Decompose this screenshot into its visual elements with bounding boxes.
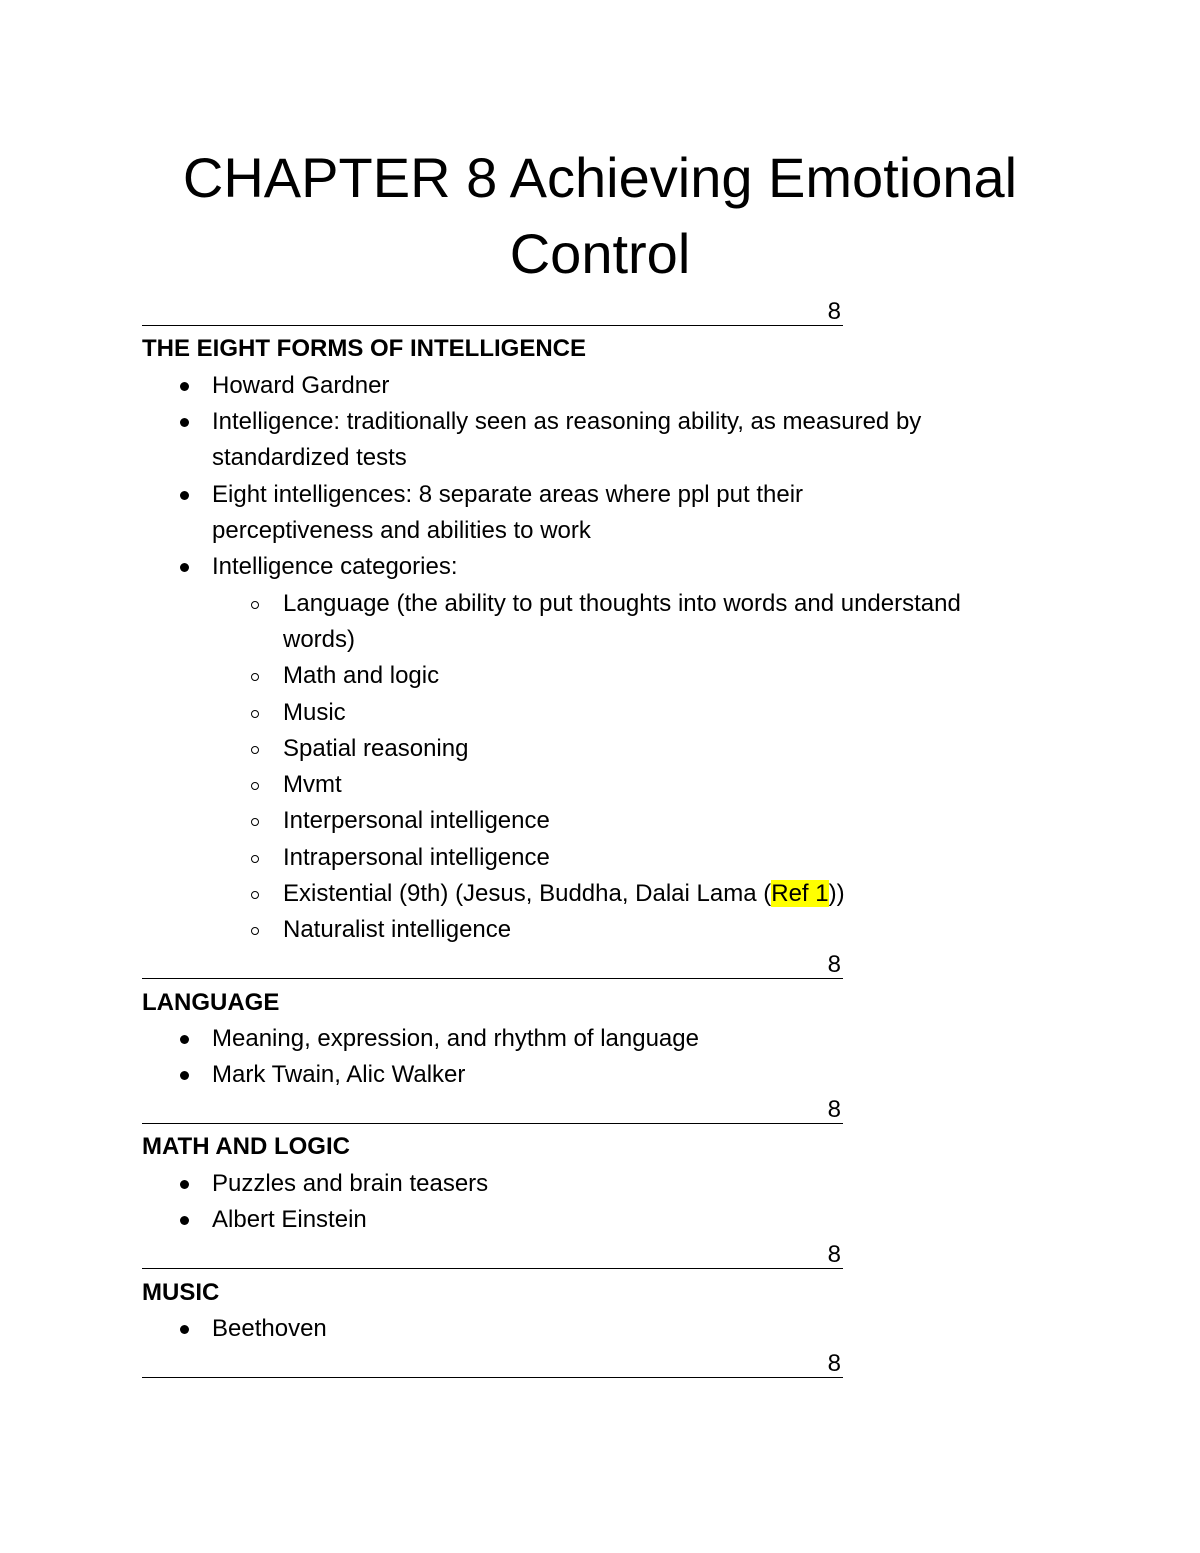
sub-list-item-text: Existential (9th) (Jesus, Buddha, Dalai Lama (	[283, 880, 772, 907]
heading-language: LANGUAGE	[142, 989, 280, 1016]
list-item	[212, 477, 803, 514]
bullet-circle-icon	[251, 927, 259, 935]
page-marker: 8	[827, 1096, 841, 1123]
sub-list-item	[283, 840, 550, 877]
bullet-disc-icon	[180, 491, 189, 500]
chapter-title-line-1: CHAPTER 8 Achieving Emotional	[182, 146, 1018, 209]
bullet-disc-icon	[180, 382, 189, 391]
sub-list-item	[283, 803, 550, 840]
page-marker: 8	[827, 951, 841, 978]
bullet-circle-icon	[251, 746, 259, 754]
bullet-circle-icon	[251, 601, 259, 609]
section-divider	[142, 1352, 843, 1378]
bullet-disc-icon	[180, 563, 189, 572]
sub-list-item	[283, 586, 961, 623]
heading-eight-forms: THE EIGHT FORMS OF INTELLIGENCE	[142, 335, 586, 362]
bullet-disc-icon	[180, 1035, 189, 1044]
list-item-text: Intelligence: traditionally seen as reasoning ability, as measured by	[212, 408, 922, 435]
list-item-text: Mark Twain, Alic Walker	[212, 1061, 466, 1088]
list-item	[212, 404, 921, 441]
sub-list-item	[283, 731, 468, 768]
page-marker: 8	[827, 1350, 841, 1377]
bullet-disc-icon	[180, 1180, 189, 1189]
list-item-text: Intelligence categories:	[212, 553, 458, 580]
chapter-title	[0, 140, 1200, 292]
list-item-text: Eight intelligences: 8 separate areas where ppl put their	[212, 481, 804, 508]
bullet-circle-icon	[251, 782, 259, 790]
list-item-text: Puzzles and brain teasers	[212, 1170, 489, 1197]
list-item-text: Howard Gardner	[212, 372, 390, 399]
page-marker: 8	[827, 1241, 841, 1268]
bullet-circle-icon	[251, 710, 259, 718]
list-item	[212, 1021, 699, 1058]
list-item	[212, 1057, 465, 1094]
list-item-text: Meaning, expression, and rhythm of language	[212, 1025, 699, 1052]
list-item-text: Albert Einstein	[212, 1206, 367, 1233]
sub-list-item	[283, 767, 342, 804]
sub-list-item-text: Intrapersonal intelligence	[283, 844, 550, 871]
bullet-circle-icon	[251, 855, 259, 863]
bullet-circle-icon	[251, 818, 259, 826]
bullet-circle-icon	[251, 673, 259, 681]
list-item-text: Beethoven	[212, 1315, 327, 1342]
sub-list-item-text: Language (the ability to put thoughts into words and understand	[283, 590, 961, 617]
bullet-disc-icon	[180, 1216, 189, 1225]
bullet-circle-icon	[251, 891, 259, 899]
sub-list-item-text: Math and logic	[283, 662, 440, 689]
sub-list-item-text: Music	[283, 699, 346, 726]
sub-list-item	[283, 912, 511, 949]
list-item	[212, 1166, 488, 1203]
bullet-disc-icon	[180, 1071, 189, 1080]
list-item-text: standardized tests	[212, 444, 407, 471]
chapter-title-line-2: Control	[509, 222, 691, 285]
sub-list-item-continuation	[283, 622, 355, 659]
sub-list-item-text: Mvmt	[283, 771, 342, 798]
sub-list-item	[283, 658, 439, 695]
list-item	[212, 368, 389, 405]
bullet-disc-icon	[180, 418, 189, 427]
list-item-text: perceptiveness and abilities to work	[212, 517, 591, 544]
list-item	[212, 549, 457, 586]
sub-list-item-text: words)	[283, 626, 356, 653]
sub-list-item-text: Spatial reasoning	[283, 735, 469, 762]
sub-list-item	[283, 695, 346, 732]
section-divider	[142, 1243, 843, 1269]
reference-highlight[interactable]: Ref 1	[771, 880, 829, 907]
heading-music: MUSIC	[142, 1279, 220, 1306]
sub-list-item-text-end: ))	[828, 880, 845, 907]
sub-list-item-text: Interpersonal intelligence	[283, 807, 550, 834]
list-item	[212, 1202, 367, 1239]
page-marker: 8	[827, 298, 841, 325]
section-divider	[142, 300, 843, 326]
heading-math-logic: MATH AND LOGIC	[142, 1133, 350, 1160]
list-item-continuation	[212, 440, 407, 477]
section-divider	[142, 953, 843, 979]
list-item-continuation	[212, 513, 591, 550]
section-divider	[142, 1098, 843, 1124]
bullet-disc-icon	[180, 1325, 189, 1334]
list-item	[212, 1311, 327, 1348]
sub-list-item-text: Naturalist intelligence	[283, 916, 512, 943]
sub-list-item	[283, 876, 845, 913]
